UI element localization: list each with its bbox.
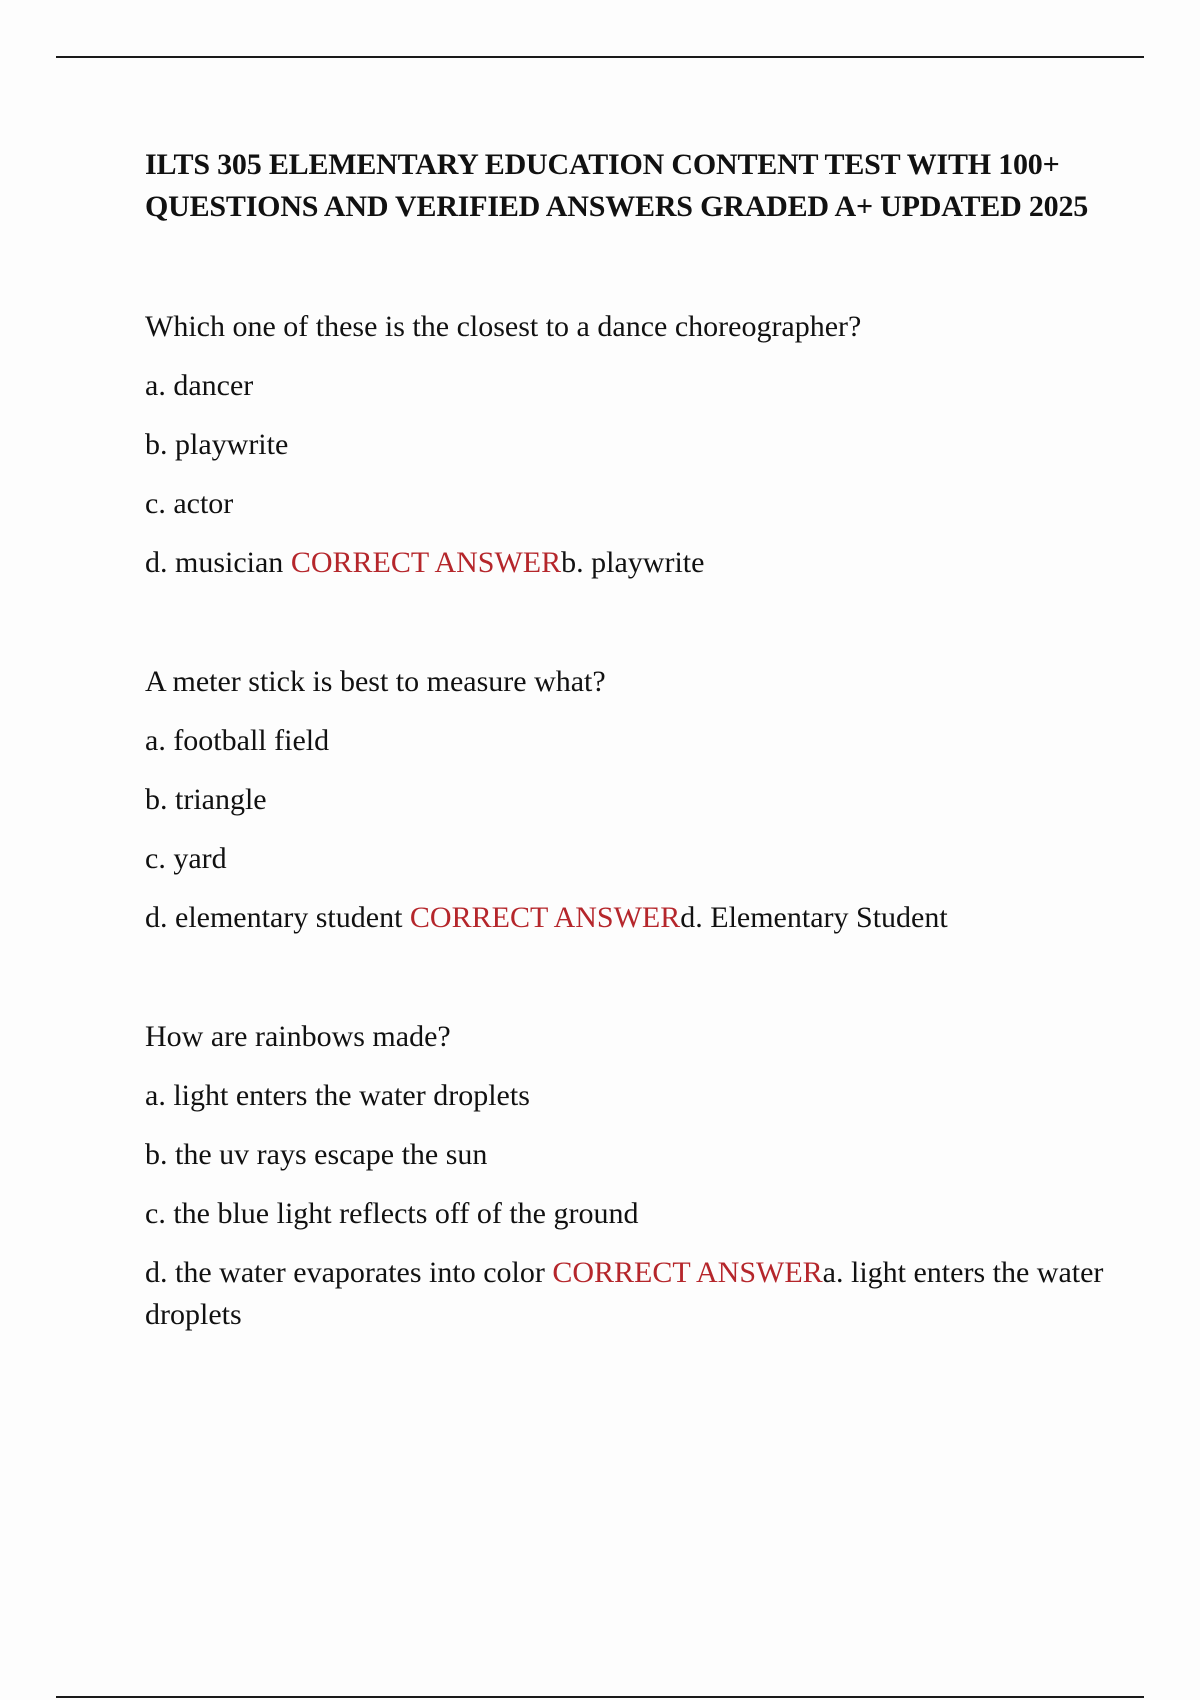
answer-text: d. Elementary Student [680,901,948,934]
document-body [145,144,1105,1336]
option-c: c. yard [145,842,227,875]
question-stem: Which one of these is the closest to a dance choreographer? [145,310,862,343]
correct-answer-label: CORRECT ANSWER [552,1256,823,1289]
option-a: a. football field [145,724,330,757]
option-d: d. the water evaporates into color [145,1256,545,1289]
option-b: b. the uv rays escape the sun [145,1138,488,1171]
question-stem: How are rainbows made? [145,1020,451,1053]
option-d: d. musician [145,546,284,579]
answer-text: b. playwrite [561,546,705,579]
option-a: a. light enters the water droplets [145,1079,530,1112]
correct-answer-label: CORRECT ANSWER [409,901,681,934]
option-b: b. playwrite [145,428,289,461]
option-b: b. triangle [145,783,267,816]
option-c: c. actor [145,487,234,520]
option-c: c. the blue light reflects off of the ground [145,1197,639,1230]
bottom-rule [56,1696,1144,1698]
question-3 [145,1016,1105,1336]
option-d-with-answer [145,542,1105,584]
option-d: d. elementary student [145,901,403,934]
question-stem: A meter stick is best to measure what? [145,665,606,698]
option-a: a. dancer [145,369,254,402]
correct-answer-label: CORRECT ANSWER [290,546,562,579]
question-2 [145,661,1105,939]
document-title: ILTS 305 ELEMENTARY EDUCATION CONTENT TEST WITH 100+ QUESTIONS AND VERIFIED ANSWERS GRADED A+ UPDATED 2025 [145,148,1089,223]
question-1 [145,306,1105,584]
option-d-with-answer [145,897,1105,939]
top-rule [56,56,1144,58]
answer-text: a. light enters the water droplets [145,1256,1104,1331]
option-d-with-answer [145,1252,1105,1336]
